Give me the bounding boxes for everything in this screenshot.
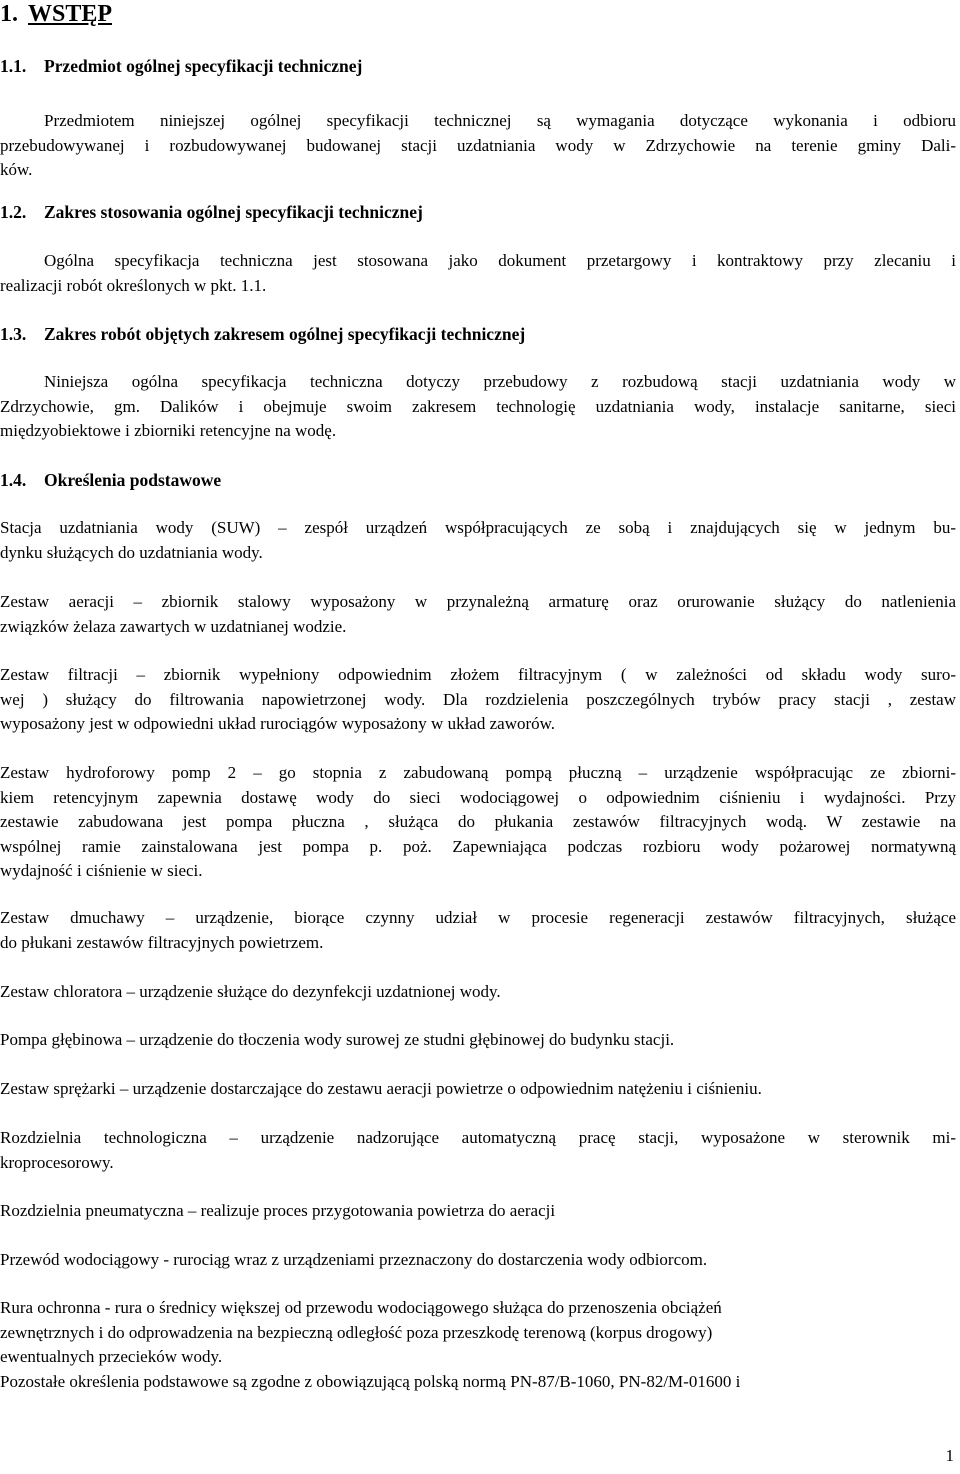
text-line: dynku służących do uzdatniania wody.: [0, 542, 263, 562]
text-line: wspólnej ramie zainstalowana jest pompa p. poż. Zapewniająca podczas rozbioru wody pożarowej normatywną: [0, 836, 956, 856]
section-number: 1.4.: [0, 470, 27, 490]
section-heading-1-1: [0, 54, 362, 78]
text-line: do płukani zestawów filtracyjnych powietrzem.: [0, 932, 324, 952]
text-line: Pompa głębinowa – urządzenie do tłoczenia wody surowej ze studni głębinowej do budynku stacji.: [0, 1030, 675, 1049]
text-line: Przewód wodociągowy - rurociąg wraz z urządzeniami przeznaczony do dostarczenia wody odbiorcom.: [0, 1250, 708, 1269]
text-line: Pozostałe określenia podstawowe są zgodne z obowiązującą polską normą PN-87/B-1060, PN-82/M-01600 i: [0, 1371, 741, 1391]
section-1-3-paragraph: [0, 370, 956, 444]
text-line: Niniejsza ogólna specyfikacja techniczna dotyczy przebudowy z rozbudową stacji uzdatniania wody w: [44, 372, 956, 391]
definition-pompa-glebinowa: [0, 1028, 956, 1053]
definition-zestaw-hydroforowy: [0, 761, 956, 884]
definition-zestaw-dmuchawy: [0, 906, 956, 955]
section-title: Zakres stosowania ogólnej specyfikacji technicznej: [44, 202, 423, 222]
text-line: wyposażony jest w odpowiedni układ rurociągów wyposażony w układ zaworów.: [0, 714, 556, 733]
chapter-heading: [0, 0, 112, 28]
text-line: kroprocesorowy.: [0, 1152, 114, 1172]
text-line: Rura ochronna - rura o średnicy większej od przewodu wodociągowego służąca do przenoszenia obciążeń: [0, 1298, 722, 1317]
definition-zestaw-sprezarki: [0, 1077, 956, 1102]
section-title: Określenia podstawowe: [44, 470, 222, 490]
text-line: ewentualnych przecieków wody.: [0, 1347, 223, 1366]
chapter-title: WSTĘP: [28, 1, 113, 27]
definition-przewod-wodociagowy: [0, 1248, 956, 1273]
text-line: Stacja uzdatniania wody (SUW) – zespół urządzeń współpracujących ze sobą i znajdujących się w jednym bu-: [0, 518, 956, 537]
section-heading-1-4: [0, 468, 221, 492]
section-title: Zakres robót objętych zakresem ogólnej specyfikacji technicznej: [44, 324, 526, 344]
text-line: zestawie zabudowana jest pompa płuczna , służąca do płukania zestawów filtracyjnych wodą. W zestawie na: [0, 812, 956, 831]
chapter-number: 1.: [0, 1, 18, 27]
text-line: Zestaw aeracji – zbiornik stalowy wyposażony w przynależną armaturę oraz orurowanie służący do natlenienia: [0, 592, 956, 611]
text-line: ków.: [0, 160, 33, 179]
definition-zestaw-aeracji: [0, 590, 956, 639]
text-line: Zestaw chloratora – urządzenie służące do dezynfekcji uzdatnionej wody.: [0, 982, 501, 1001]
text-line: Ogólna specyfikacja techniczna jest stosowana jako dokument przetargowy i kontraktowy przy zlecaniu i: [44, 251, 956, 270]
definition-zestaw-filtracji: [0, 663, 956, 737]
text-line: wej ) służący do filtrowania napowietrzonej wody. Dla rozdzielenia poszczególnych trybów pracy stacji , zestaw: [0, 689, 956, 709]
text-line: Rozdzielnia pneumatyczna – realizuje proces przygotowania powietrza do aeracji: [0, 1201, 556, 1220]
text-line: Zestaw hydroforowy pomp 2 – go stopnia z zabudowaną pompą płuczną – urządzenie współpracując ze zbiorni-: [0, 763, 956, 782]
text-line: wydajność i ciśnienie w sieci.: [0, 861, 203, 880]
section-number: 1.2.: [0, 202, 27, 222]
section-heading-1-3: [0, 322, 525, 346]
text-line: Zestaw sprężarki – urządzenie dostarczające do zestawu aeracji powietrze o odpowiednim natężeniu i ciśnieniu.: [0, 1079, 762, 1098]
text-line: związków żelaza zawartych w uzdatnianej wodzie.: [0, 616, 347, 636]
text-line: Przedmiotem niniejszej ogólnej specyfikacji technicznej są wymagania dotyczące wykonania i odbioru: [44, 111, 956, 130]
section-1-2-paragraph: [0, 249, 956, 298]
section-number: 1.3.: [0, 324, 27, 344]
text-line: kiem retencyjnym zapewnia dostawę wody do sieci wodociągowej o odpowiednim ciśnieniu i wydajności. Przy: [0, 787, 956, 807]
definition-rozdzielnia-technologiczna: [0, 1126, 956, 1175]
definition-rozdzielnia-pneumatyczna: [0, 1199, 956, 1224]
text-line: Zestaw filtracji – zbiornik wypełniony odpowiednim złożem filtracyjnym ( w zależności od składu wody suro-: [0, 665, 956, 684]
text-line: Zdrzychowie, gm. Dalików i obejmuje swoim zakresem technologię uzdatniania wody, instalacje sanitarne, sieci: [0, 396, 956, 416]
section-title: Przedmiot ogólnej specyfikacji technicznej: [44, 56, 363, 76]
definition-zestaw-chloratora: [0, 980, 956, 1005]
definition-suw: [0, 516, 956, 565]
text-line: międzyobiektowe i zbiorniki retencyjne na wodę.: [0, 421, 337, 440]
text-line: przebudowywanej i rozbudowywanej budowanej stacji uzdatniania wody w Zdrzychowie na terenie gminy Dali-: [0, 135, 956, 155]
text-line: Zestaw dmuchawy – urządzenie, biorące czynny udział w procesie regeneracji zestawów filtracyjnych, służące: [0, 908, 956, 927]
section-1-1-paragraph: [0, 109, 956, 183]
text-line: zewnętrznych i do odprowadzenia na bezpieczną odległość poza przeszkodę terenową (korpus drogowy): [0, 1322, 713, 1342]
definition-rura-ochronna: [0, 1296, 956, 1394]
page-number: 1: [945, 1446, 954, 1465]
text-line: Rozdzielnia technologiczna – urządzenie nadzorujące automatyczną pracę stacji, wyposażone w sterownik mi-: [0, 1128, 956, 1147]
section-heading-1-2: [0, 200, 423, 224]
text-line: realizacji robót określonych w pkt. 1.1.: [0, 275, 267, 295]
section-number: 1.1.: [0, 56, 27, 76]
